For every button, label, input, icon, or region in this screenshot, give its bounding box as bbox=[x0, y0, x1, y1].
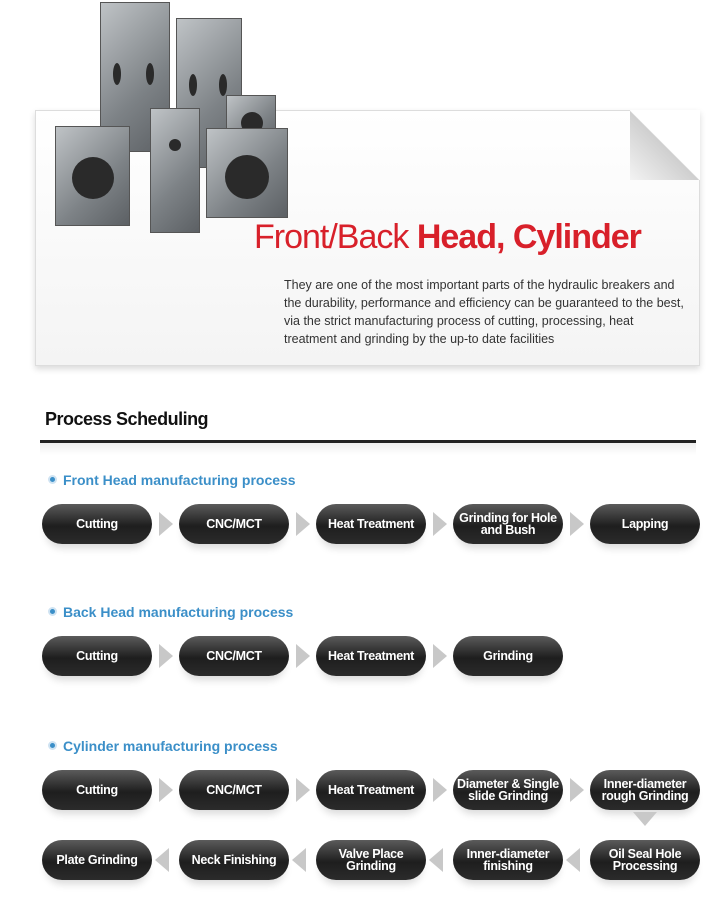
arrow-right-icon bbox=[296, 778, 310, 802]
arrow-left-icon bbox=[429, 848, 443, 872]
arrow-right-icon bbox=[570, 778, 584, 802]
process-step: Diameter & Single slide Grinding bbox=[453, 770, 563, 810]
bullet-icon bbox=[48, 607, 57, 616]
process-step: Grinding bbox=[453, 636, 563, 676]
banner-title bbox=[254, 218, 641, 257]
arrow-right-icon bbox=[433, 644, 447, 668]
arrow-right-icon bbox=[159, 778, 173, 802]
section-front-head bbox=[48, 472, 296, 488]
banner-description: They are one of the most important parts of the hydraulic breakers and the durability, performance and efficiency can be guaranteed to the best, via the strict manufacturing process of cutting, processing, heat treatment and grinding by the up-to date facilities bbox=[284, 278, 684, 346]
page-heading: Process Scheduling bbox=[45, 409, 209, 429]
process-step: Oil Seal Hole Processing bbox=[590, 840, 700, 880]
process-step: CNC/MCT bbox=[179, 504, 289, 544]
section-cylinder bbox=[48, 738, 278, 754]
arrow-right-icon bbox=[433, 512, 447, 536]
bullet-icon bbox=[48, 741, 57, 750]
title-light: Front/Back bbox=[254, 218, 417, 256]
arrow-right-icon bbox=[433, 778, 447, 802]
page-curl bbox=[630, 110, 700, 180]
arrow-right-icon bbox=[296, 644, 310, 668]
divider-shadow bbox=[40, 443, 696, 455]
arrow-left-icon bbox=[566, 848, 580, 872]
arrow-down-icon bbox=[633, 812, 657, 826]
arrow-right-icon bbox=[159, 644, 173, 668]
process-step: Heat Treatment bbox=[316, 504, 426, 544]
process-step: Cutting bbox=[42, 770, 152, 810]
process-step: Cutting bbox=[42, 636, 152, 676]
process-step: Valve Place Grinding bbox=[316, 840, 426, 880]
process-step: CNC/MCT bbox=[179, 636, 289, 676]
process-step: Inner-diameter rough Grinding bbox=[590, 770, 700, 810]
section-title: Cylinder manufacturing process bbox=[63, 738, 278, 754]
process-step: Lapping bbox=[590, 504, 700, 544]
section-title: Back Head manufacturing process bbox=[63, 604, 294, 620]
arrow-left-icon bbox=[155, 848, 169, 872]
process-step: Plate Grinding bbox=[42, 840, 152, 880]
process-step: Cutting bbox=[42, 504, 152, 544]
process-step: Neck Finishing bbox=[179, 840, 289, 880]
process-step: Grinding for Hole and Bush bbox=[453, 504, 563, 544]
title-bold: Head, Cylinder bbox=[416, 218, 641, 256]
process-step: Inner-diameter finishing bbox=[453, 840, 563, 880]
arrow-left-icon bbox=[292, 848, 306, 872]
arrow-right-icon bbox=[570, 512, 584, 536]
process-step: Heat Treatment bbox=[316, 636, 426, 676]
arrow-right-icon bbox=[159, 512, 173, 536]
process-step: Heat Treatment bbox=[316, 770, 426, 810]
arrow-right-icon bbox=[296, 512, 310, 536]
section-title: Front Head manufacturing process bbox=[63, 472, 296, 488]
process-step: CNC/MCT bbox=[179, 770, 289, 810]
bullet-icon bbox=[48, 475, 57, 484]
section-back-head bbox=[48, 604, 293, 620]
